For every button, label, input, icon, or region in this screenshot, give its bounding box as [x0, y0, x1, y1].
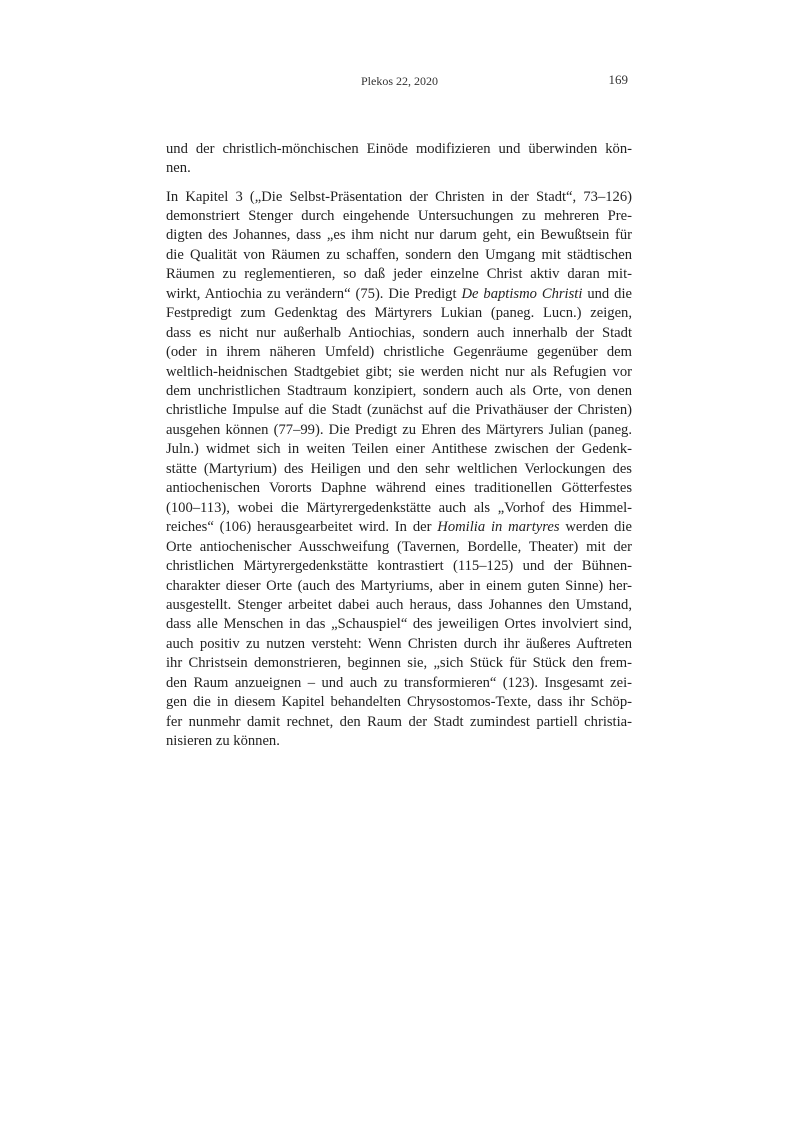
text-line: ausgestellt. Stenger arbeitet dabei auch heraus, dass Johannes den Umstand, [166, 597, 632, 614]
text-line: dem unchristlichen Stadtraum konzipiert, sondern auch als Orte, von denen [166, 383, 632, 400]
text-segment: reiches“ (106) herausgearbeitet wird. In der [166, 519, 438, 536]
paragraph [166, 140, 632, 179]
page-number: 169 [608, 72, 628, 87]
text-line: demonstriert Stenger durch eingehende Untersuchungen zu mehreren Pre- [166, 207, 632, 224]
text-line: Juln.) widmet sich in weiten Teilen einer Antithese zwischen der Gedenk- [166, 441, 632, 458]
text-line [166, 285, 632, 304]
text-line: auch positiv zu nutzen versteht: Wenn Christen durch ihr äußeres Auftreten [166, 635, 632, 652]
text-line: weltlich-heidnischen Stadtgebiet gibt; sie werden nicht nur als Refugien vor [166, 363, 632, 380]
paragraph [166, 188, 632, 752]
text-line: ausgehen können (77–99). Die Predigt zu Ehren des Märtyrers Julian (paneg. [166, 421, 632, 438]
text-line: Festpredigt zum Gedenktag des Märtyrers Lukian (paneg. Lucn.) zeigen, [166, 305, 632, 322]
text-line: gen die in diesem Kapitel behandelten Chrysostomos-Texte, dass ihr Schöp- [166, 694, 632, 711]
text-segment: und die [582, 285, 632, 302]
text-line: dass alle Menschen in das „Schauspiel“ des jeweiligen Ortes involviert sind, [166, 616, 632, 633]
text-line: christliche Impulse auf die Stadt (zunächst auf die Privathäuser der Christen) [166, 402, 632, 419]
text-line: und der christlich-mönchischen Einöde modifizieren und überwinden kön- [166, 141, 632, 157]
text-line: dass es nicht nur außerhalb Antiochias, sondern auch innerhalb der Stadt [166, 324, 632, 341]
text-line: fer nunmehr damit rechnet, den Raum der Stadt zumindest partiell christia- [166, 713, 632, 730]
running-header-journal: Plekos 22, 2020 [360, 74, 438, 88]
text-line: charakter dieser Orte (auch des Martyriums, aber in einem guten Sinne) her- [166, 577, 632, 594]
text-line: stätte (Martyrium) des Heiligen und den sehr weltlichen Verlockungen des [166, 460, 632, 477]
text-segment: wirkt, Antiochia zu verändern“ (75). Die Predigt [166, 285, 462, 302]
text-line: digten des Johannes, dass „es ihm nicht nur darum geht, ein Bewußtsein für [166, 227, 632, 244]
text-line: (100–113), wobei die Märtyrergedenkstätte auch als „Vorhof des Himmel- [166, 499, 632, 516]
text-line [166, 518, 632, 537]
text-line: nisieren zu können. [166, 733, 280, 750]
text-segment: werden die [559, 519, 633, 536]
text-line: die Qualität von Räumen zu schaffen, sondern den Umgang mit städtischen [166, 246, 632, 263]
text-line: den Raum anzueignen – und auch zu transformieren“ (123). Insgesamt zei- [166, 674, 632, 691]
italic-title: Homilia in martyres [437, 519, 560, 536]
body-text [166, 140, 632, 752]
text-line: nen. [166, 160, 191, 177]
text-line: Räumen zu reglementieren, so daß jeder einzelne Christ aktiv daran mit- [166, 266, 632, 283]
text-line: antiochenischen Vororts Daphne während eines traditionellen Götterfestes [166, 480, 632, 497]
text-line: christlichen Märtyrergedenkstätte kontrastiert (115–125) und der Bühnen- [166, 558, 632, 575]
text-line: In Kapitel 3 („Die Selbst-Präsentation der Christen in der Stadt“, 73–126) [166, 188, 632, 205]
text-line: Orte antiochenischer Ausschweifung (Tavernen, Bordelle, Theater) mit der [166, 538, 632, 555]
text-line: (oder in ihrem näheren Umfeld) christliche Gegenräume gegenüber dem [166, 344, 632, 361]
italic-title: De baptismo Christi [461, 285, 583, 302]
text-line: ihr Christsein demonstrieren, beginnen sie, „sich Stück für Stück den frem- [166, 655, 632, 672]
